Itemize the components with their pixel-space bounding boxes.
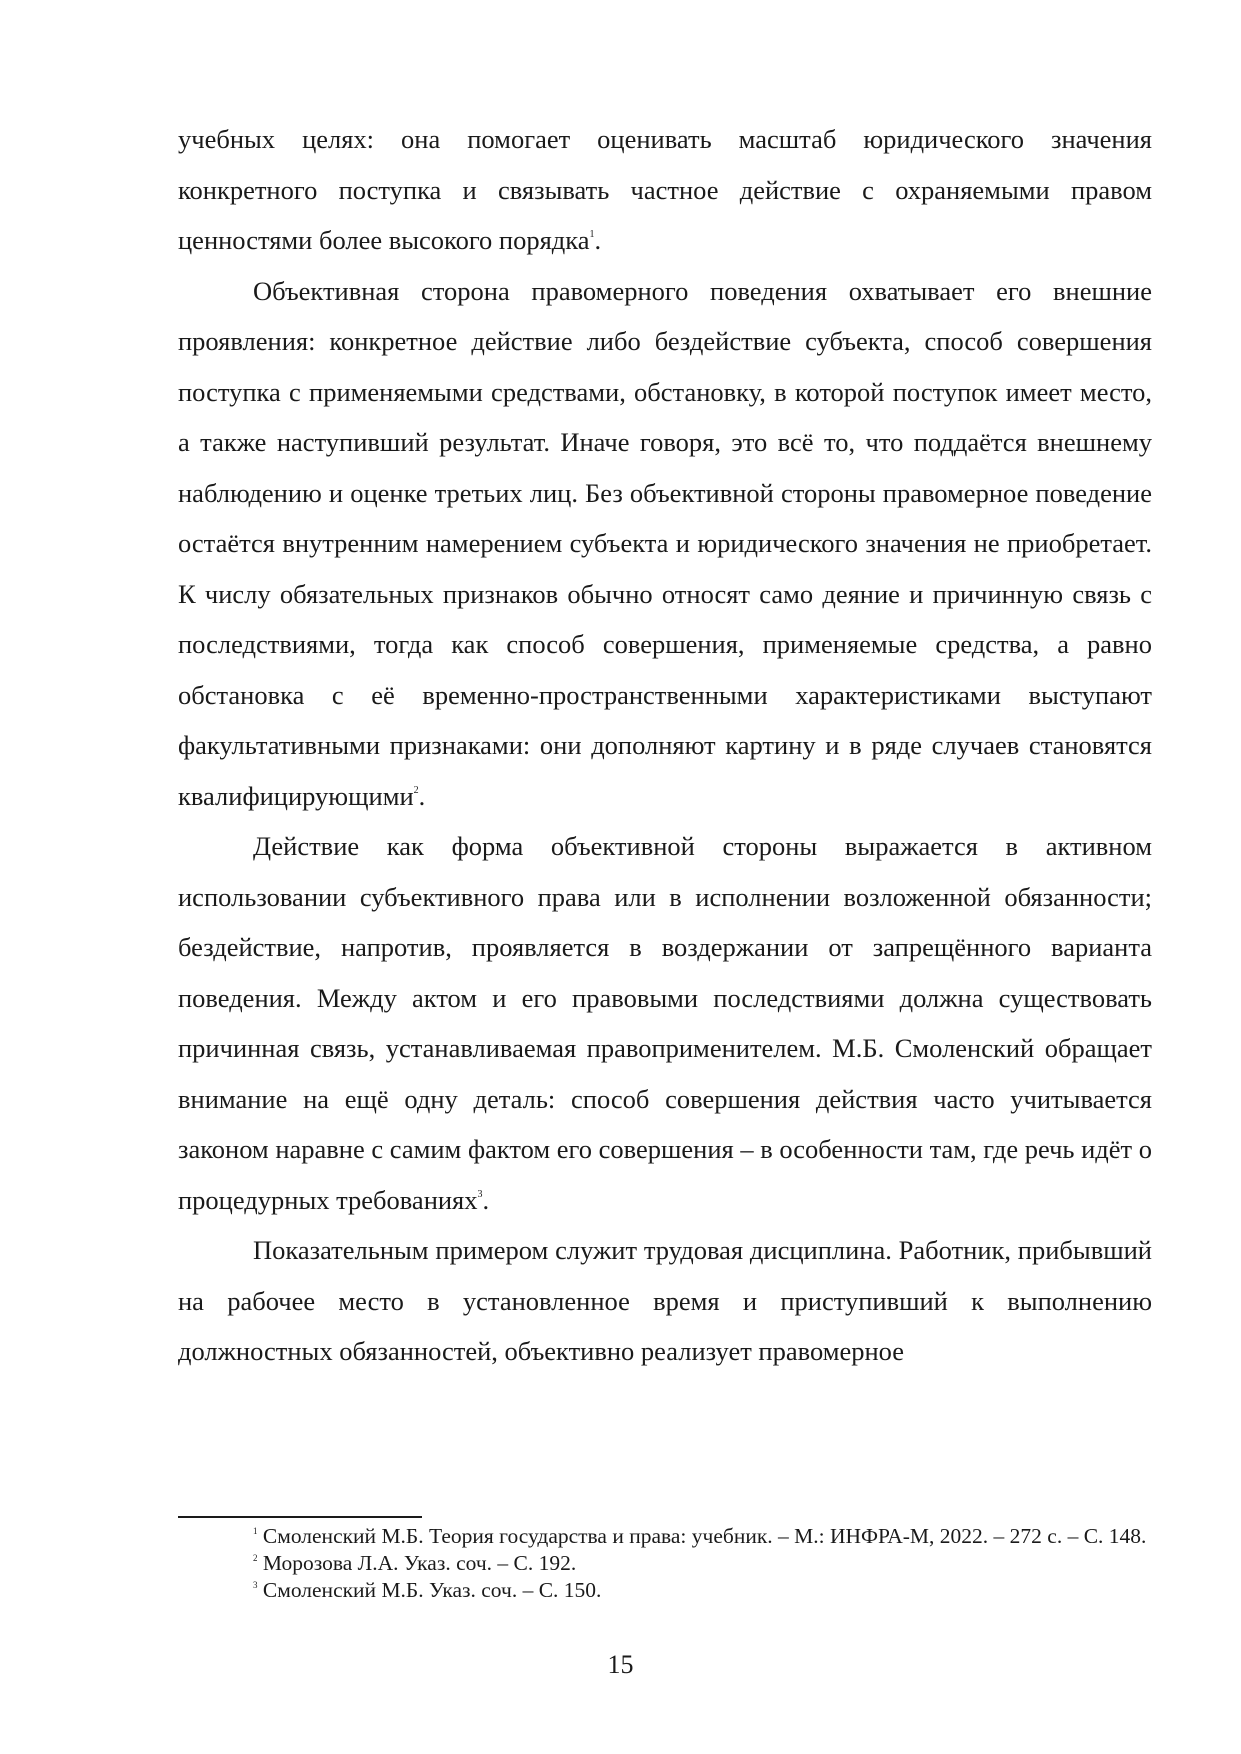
footnote-text: Морозова Л.А. Указ. соч. – С. 192. — [262, 1551, 577, 1575]
paragraph-tail: . — [482, 1184, 490, 1215]
footnote-item — [178, 1523, 1152, 1550]
footnote-item — [178, 1577, 1152, 1604]
body-text — [178, 114, 1152, 1377]
paragraph-text: Объективная сторона правомерного поведения охватывает его внешние проявления: конкретное действие либо бездействие субъекта, способ совершения поступка с применяемыми средствами, обстановку, в которой поступок имеет место, а также наступивший результат. Иначе говоря, это всё то, что поддаётся внешнему наблюдению и оценке третьих лиц. Без объективной стороны правомерное поведение остаётся внутренним намерением субъекта и юридического значения не приобретает. К числу обязательных признаков обычно относят само деяние и причинную связь с последствиями, тогда как способ совершения, применяемые средства, а равно обстановка с её временно-пространственными характеристиками выступают факультативными признаками: они дополняют картину и в ряде случаев становятся квалифицирующими — [178, 275, 1152, 811]
paragraph — [178, 266, 1152, 822]
footnote-number: 3 — [253, 1580, 258, 1590]
footnote-item — [178, 1550, 1152, 1577]
footnote-reference: 1 — [589, 229, 595, 240]
paragraph — [178, 1225, 1152, 1377]
footnote-separator — [178, 1516, 422, 1518]
paragraph-text: Действие как форма объективной стороны выражается в активном использовании субъективного права или в исполнении возложенной обязанности; бездействие, напротив, проявляется в воздержании от запрещённого варианта поведения. Между актом и его правовыми последствиями должна существовать причинная связь, устанавливаемая правоприменителем. М.Б. Смоленский обращает внимание на ещё одну деталь: способ совершения действия часто учитывается законом наравне с самим фактом его совершения – в особенности там, где речь идёт о процедурных требованиях — [178, 831, 1152, 1215]
paragraph-text: учебных целях: она помогает оценивать масштаб юридического значения конкретного поступка и связывать частное действие с охраняемыми правом ценностями более высокого порядка — [178, 124, 1152, 255]
paragraph-text: Показательным примером служит трудовая дисциплина. Работник, прибывший на рабочее место в установленное время и приступивший к выполнению должностных обязанностей, объективно реализует правомерное — [178, 1235, 1152, 1366]
page-number: 15 — [607, 1650, 634, 1679]
footnote-text: Смоленский М.Б. Указ. соч. – С. 150. — [262, 1578, 602, 1602]
paragraph-continued — [178, 114, 1152, 266]
footnote-number: 1 — [253, 1526, 258, 1536]
footnote-number: 2 — [253, 1553, 258, 1563]
paragraph-tail: . — [594, 225, 602, 255]
footnote-reference: 3 — [477, 1188, 483, 1200]
footnote-reference: 2 — [413, 784, 419, 796]
footnote-text: Смоленский М.Б. Теория государства и права: учебник. – М.: ИНФРА-М, 2022. – 272 с. – С. 148. — [262, 1524, 1147, 1548]
footnotes — [178, 1523, 1152, 1604]
paragraph — [178, 821, 1152, 1225]
paragraph-tail: . — [418, 780, 426, 811]
